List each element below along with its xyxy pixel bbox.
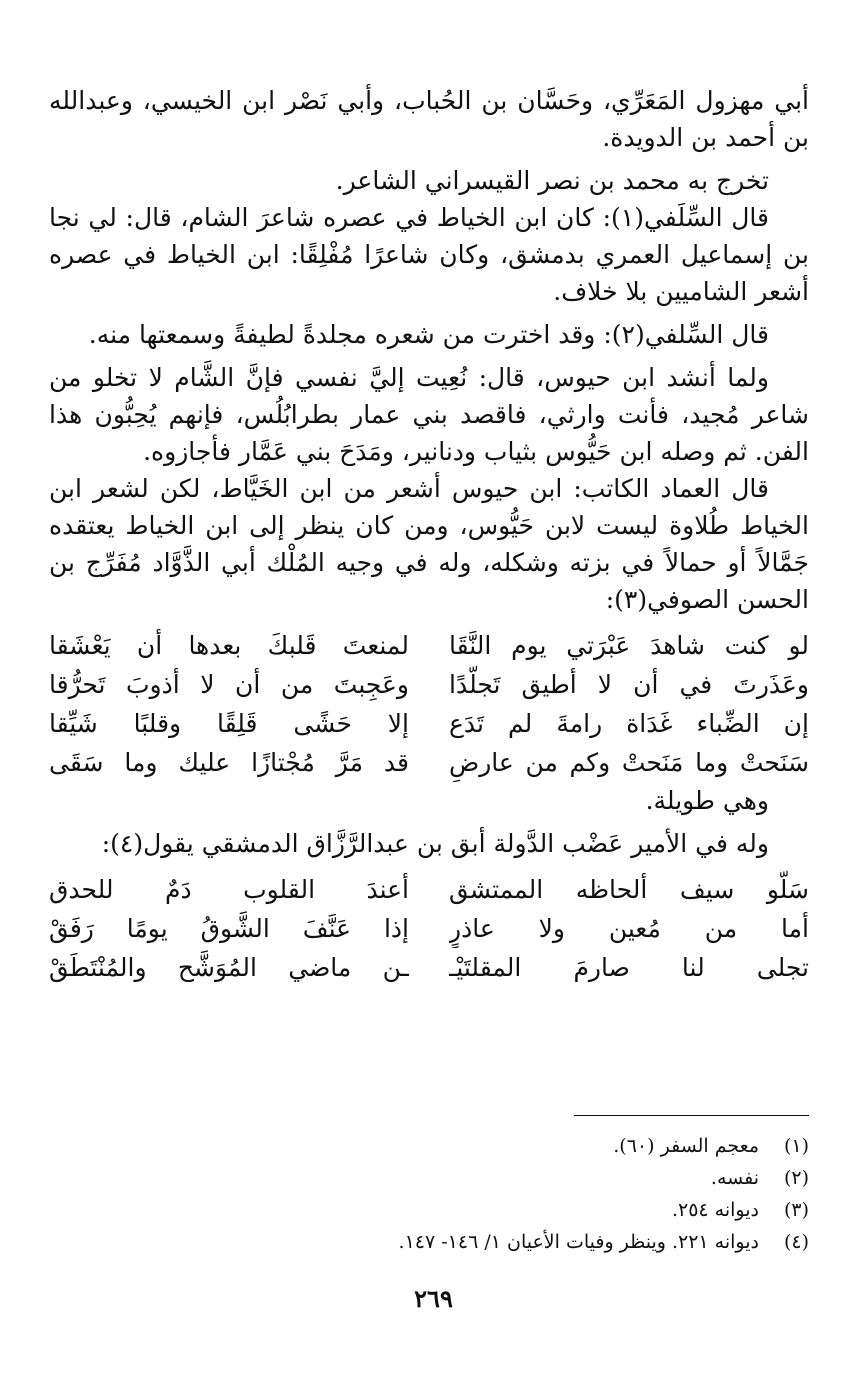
- paragraph-2: تخرج به محمد بن نصر القيسراني الشاعر.: [335, 166, 769, 195]
- footnote-number: (١): [783, 1135, 809, 1157]
- footnote-text: ديوانه ٢٥٤.: [671, 1199, 759, 1221]
- verse-second-hemistich: أعندَ القلوب دَمٌ للحدق: [49, 875, 409, 904]
- poem-2-intro: وله في الأمير عَضْب الدَّولة أبق بن عبدالرَّزَّاق الدمشقي يقول(٤):: [101, 829, 769, 858]
- paragraph-6: قال العماد الكاتب: ابن حيوس أشعر من ابن الخَيَّاط، لكن لشعر ابن الخياط طُلاوة ليست لابن حَيُّوس، ومن كان ينظر إلى ابن الخياط يعتقده جَمَّالاً أو حمالاً في بزته وشكله، وله في وجيه المُلْك أبي الذَّوَّاد مُفَرِّج بن الحسن الصوفي(٣):: [49, 474, 809, 614]
- verse: [49, 665, 809, 704]
- poem-2: [49, 870, 809, 987]
- footnote-number: (٤): [783, 1231, 809, 1253]
- footnote-text: ديوانه ٢٢١. وينظر وفيات الأعيان ١/ ١٤٦- ١٤٧.: [398, 1231, 759, 1253]
- verse-first-hemistich: لو كنت شاهدَ عَبْرَتي يوم النَّقَا: [449, 631, 809, 660]
- verse-second-hemistich: إذا عَنَّفَ الشَّوقُ يومًا رَفَقْ: [49, 914, 409, 943]
- footnote-text: معجم السفر (٦٠).: [613, 1135, 759, 1157]
- footnote-number: (٣): [783, 1199, 809, 1221]
- main-text: [49, 82, 809, 987]
- paragraph-4: قال السِّلفي(٢): وقد اخترت من شعره مجلدةً لطيفةً وسمعتها منه.: [88, 320, 769, 349]
- verse: [49, 948, 809, 987]
- footnote: [49, 1194, 809, 1226]
- verse: [49, 870, 809, 909]
- verse: [49, 743, 809, 782]
- verse-first-hemistich: أما من مُعين ولا عاذرٍ: [449, 914, 809, 943]
- footnote: [49, 1130, 809, 1162]
- poem-1: [49, 626, 809, 782]
- verse-first-hemistich: سَلُّو سيف ألحاظه الممتشق: [449, 875, 809, 904]
- footnote: [49, 1162, 809, 1194]
- verse-second-hemistich: ـن ماضي المُوَشَّح والمُنْتَطَقْ: [49, 953, 409, 982]
- verse-first-hemistich: وعَذَرتَ في أن لا أطيق تَجلُّدًا: [449, 670, 809, 699]
- paragraph-3: قال السِّلَفي(١): كان ابن الخياط في عصره شاعرَ الشام، قال: لي نجا بن إسماعيل العمري بدمشق، وكان شاعرًا مُفْلِقًا: ابن الخياط في عصره أشعر الشاميين بلا خلاف.: [49, 203, 809, 306]
- verse-second-hemistich: إلا حَشًى قَلِقًا وقلبًا شَيِّقا: [49, 709, 409, 738]
- verse-first-hemistich: تجلى لنا صارمَ المقلتَيْـ: [449, 953, 809, 982]
- verse: [49, 626, 809, 665]
- verse: [49, 704, 809, 743]
- footnote-divider: [574, 1115, 809, 1116]
- footnote: [49, 1226, 809, 1258]
- footnote-number: (٢): [783, 1167, 809, 1189]
- verse-first-hemistich: إن الضِّباء غَدَاة رامةَ لم تَدَع: [449, 709, 809, 738]
- verse-second-hemistich: قد مَرَّ مُجْتازًا عليك وما سَقَى: [49, 748, 409, 777]
- verse-second-hemistich: لمنعتَ قَلبكَ بعدها أن يَعْشَقا: [49, 631, 409, 660]
- footnotes: [49, 1130, 809, 1258]
- verse-first-hemistich: سَنَحتْ وما مَنَحتْ وكم من عارضٍ: [449, 748, 809, 777]
- poem-note: وهي طويلة.: [645, 786, 769, 815]
- footnote-text: نفسه.: [710, 1167, 759, 1189]
- paragraph-1: أبي مهزول المَعَرِّي، وحَسَّان بن الحُباب، وأبي نَصْر ابن الخيسي، وعبدالله بن أحمد بن الدويدة.: [49, 86, 809, 152]
- verse-second-hemistich: وعَجِبتَ من أن لا أذوبَ تَحرُّقا: [49, 670, 409, 699]
- verse: [49, 909, 809, 948]
- page-number: ٢٦٩: [414, 1284, 453, 1313]
- paragraph-5: ولما أنشد ابن حيوس، قال: نُعِيت إليَّ نفسي فإنَّ الشَّام لا تخلو من شاعر مُجيد، فأنت وارثي، فاقصد بني عمار بطرابُلُس، فإنهم يُحِبُّون هذا الفن. ثم وصله ابن حَيُّوس بثياب ودنانير، ومَدَحَ بني عَمَّار فأجازوه.: [49, 363, 809, 466]
